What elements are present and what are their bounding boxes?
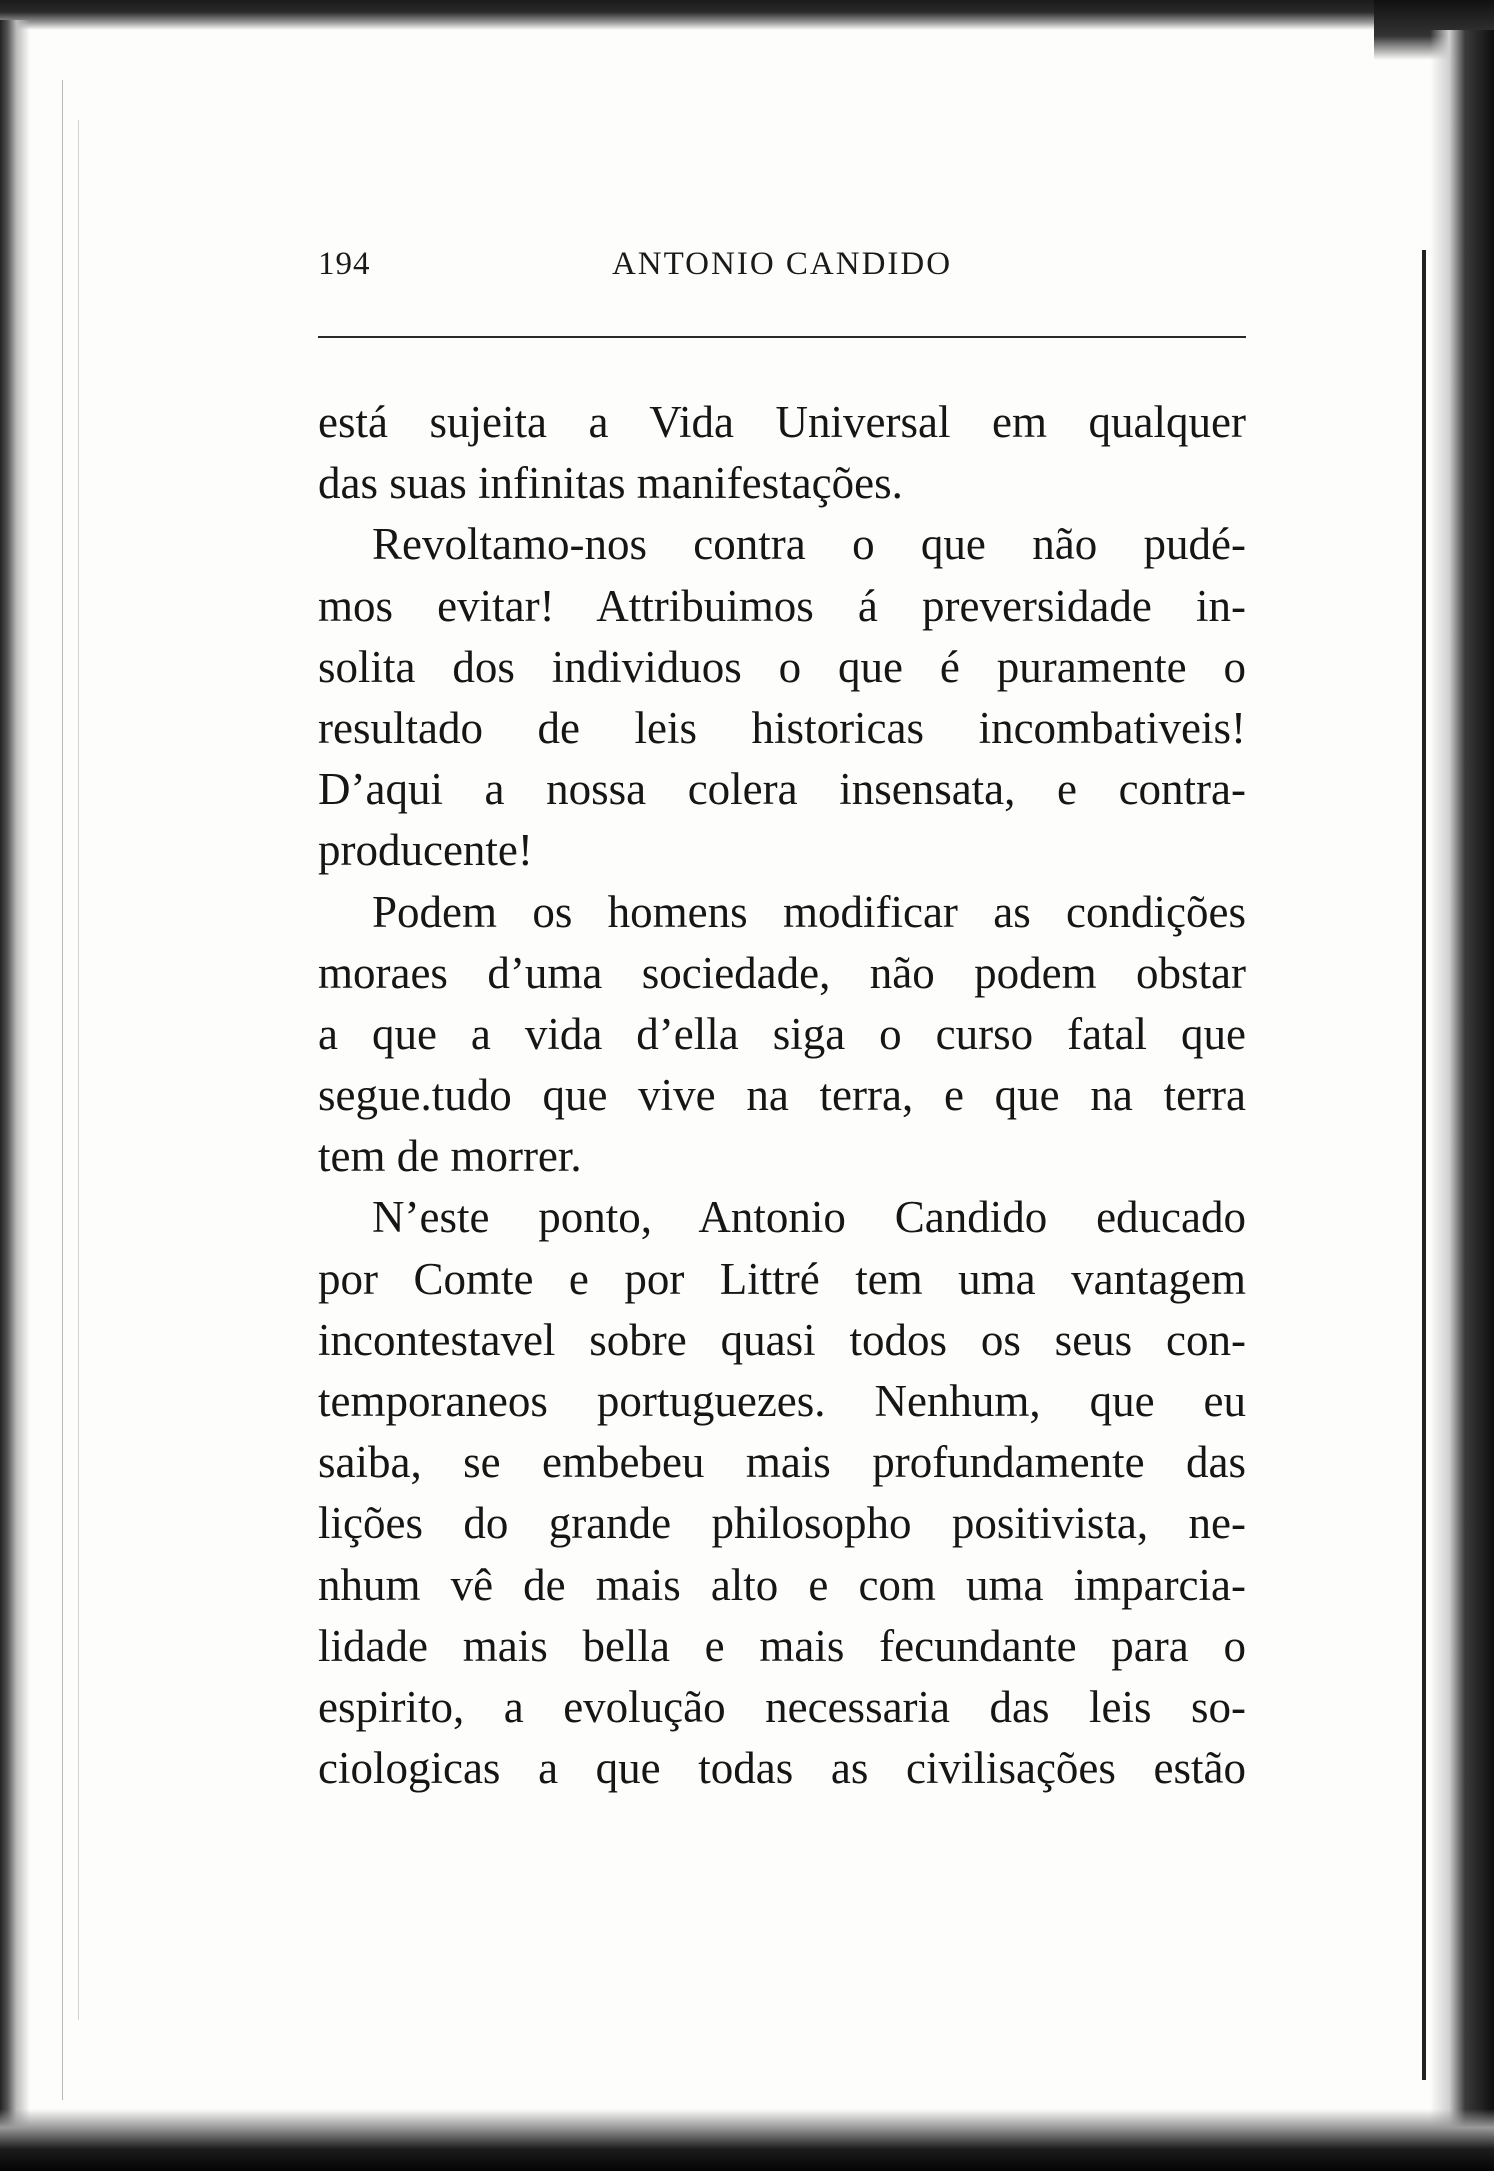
text-line: temporaneos portuguezes. Nenhum, que eu: [318, 1376, 1246, 1426]
text-line: Revoltamo-nos contra o que não pudé-: [372, 519, 1246, 570]
text-line: a que a vida d’ella siga o curso fatal que: [318, 1008, 1246, 1059]
text-line: producente!: [318, 825, 533, 876]
text-line: resultado de leis historicas incombativeis!: [318, 702, 1246, 753]
text-line: solita dos individuos o que é puramente o: [318, 641, 1246, 692]
text-line: está sujeita a Vida Universal em qualquer: [318, 397, 1246, 447]
scan-edge-right: [1430, 30, 1494, 2130]
text-line: segue.tudo que vive na terra, e que na terra: [318, 1070, 1246, 1121]
scan-edge-left-line: [62, 80, 63, 2100]
text-line: D’aqui a nossa colera insensata, e contra-: [318, 764, 1246, 815]
body-text: [318, 392, 1246, 1799]
page-header: [318, 240, 1246, 300]
text-line: espirito, a evolução necessaria das leis so-: [318, 1681, 1246, 1732]
text-line: incontestavel sobre quasi todos os seus con-: [318, 1314, 1246, 1365]
text-line: mos evitar! Attribuimos á preversidade in-: [318, 580, 1246, 631]
page-number: 194: [318, 246, 371, 282]
text-line: Podem os homens modificar as condições: [372, 886, 1246, 937]
header-rule: [318, 336, 1246, 338]
text-line: saiba, se embebeu mais profundamente das: [318, 1437, 1246, 1488]
scan-edge-right-line: [1422, 250, 1426, 2080]
text-line: lições do grande philosopho positivista, ne-: [318, 1498, 1246, 1549]
text-line: N’este ponto, Antonio Candido educado: [372, 1192, 1246, 1243]
scan-edge-bottom: [0, 2109, 1494, 2171]
scan-edge-left: [0, 20, 30, 2140]
text-line: das suas infinitas manifestações.: [318, 458, 903, 509]
text-line: por Comte e por Littré tem uma vantagem: [318, 1253, 1246, 1304]
scan-edge-left-line-inner: [78, 120, 79, 2020]
running-head: ANTONIO CANDIDO: [611, 246, 953, 282]
text-line: nhum vê de mais alto e com uma imparcia-: [318, 1559, 1246, 1610]
text-line: ciologicas a que todas as civilisações estão: [318, 1743, 1246, 1794]
text-line: tem de morrer.: [318, 1131, 582, 1182]
scan-edge-top: [0, 0, 1494, 30]
text-line: lidade mais bella e mais fecundante para o: [318, 1620, 1246, 1671]
text-line: moraes d’uma sociedade, não podem obstar: [318, 947, 1246, 998]
